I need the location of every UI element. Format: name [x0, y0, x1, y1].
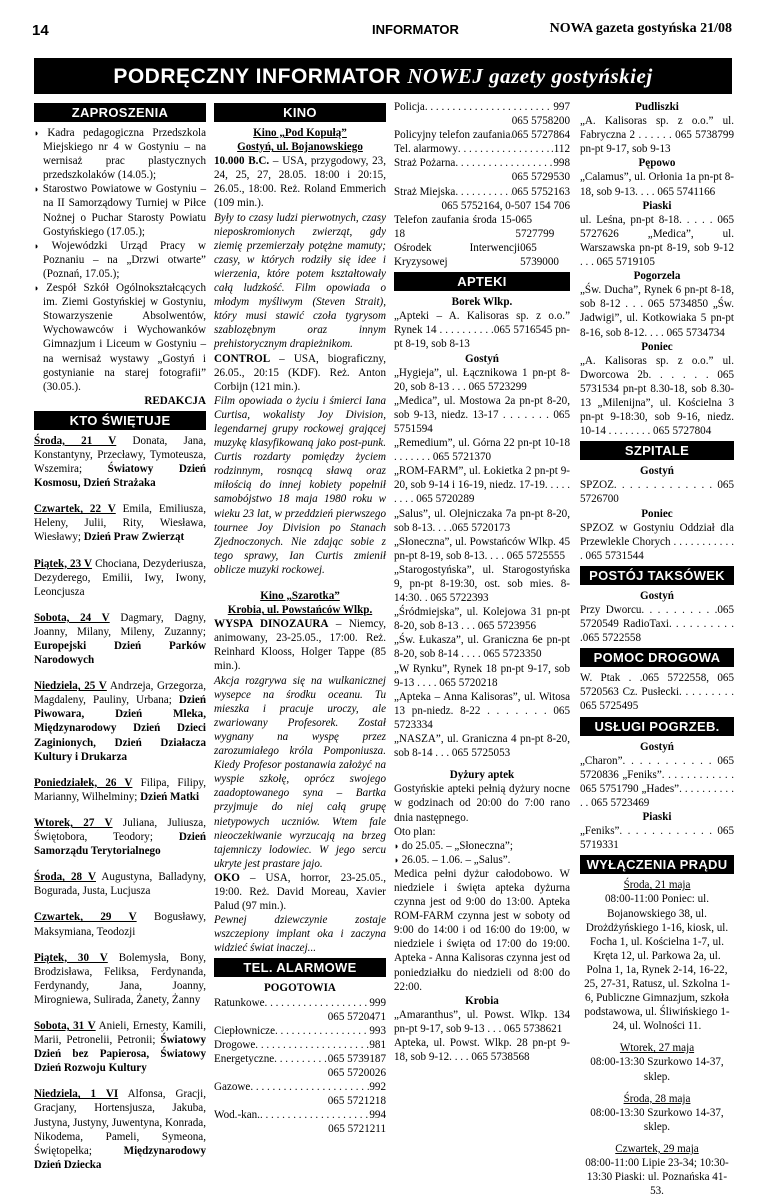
name-day-names: Filipa, Filipy, Marianny, Wilhelminy;: [34, 776, 206, 803]
outage-text: 08:00-13:30 Szurkowo 14-37, sklep.: [590, 1106, 724, 1133]
name-day-holiday: Dzień Samorządu Terytorialnego: [34, 831, 206, 858]
plan-item: ◗ 26.05. – 1.06. – „Salus”.: [394, 853, 570, 867]
pharmacy: „A. Kalisoras sp. z o.o.” ul. Fabryczna 2 . . . . . . 065 5738799 pn-pt 9-17, sob 9-13: [580, 115, 734, 156]
outage-date: Środa, 21 maja: [623, 879, 691, 892]
pharmacy: „ROM-FARM”, ul. Łokietka 2 pn-pt 9-20, sob 9-14 i 16-19, niedz. 17-19. . . . . . . . . 065 5720289: [394, 465, 570, 506]
pharmacy: „Św. Ducha”, Rynek 6 pn-pt 8-18, sob 8-12 . . . 065 5734850 „Św. Jadwigi”, ul. Kotkowiaka 5 pn-pt 8-16, sob 8-12. . . . 065 5734734: [580, 284, 734, 339]
dot-leader: [425, 100, 554, 114]
page-number: 14: [32, 22, 49, 39]
pharmacy: „Calamus”, ul. Orłonia 1a pn-pt 8-18, sob 9-13. . . . 065 5741166: [580, 171, 734, 198]
pharmacy: „Remedium”, ul. Górna 22 pn-pt 10-18 . . . . . . . 065 5721370: [394, 437, 570, 464]
dot-leader: [274, 1052, 328, 1066]
alarm-name: Wod.-kan.: [214, 1109, 260, 1122]
spacer: [580, 1084, 734, 1092]
pharmacy: „Salus”, ul. Olejniczaka 7a pn-pt 8-20, sob 8-13. . . .065 5720173: [394, 507, 570, 534]
hospital: SPZOZ. . . . . . . . . . . . . 065 5726700: [580, 479, 734, 506]
phone-name: Policyjny telefon zaufania: [394, 129, 511, 142]
name-day-names: Donata, Jana, Konstantyny, Przecławy, Tymoteusza, Wszemira;: [34, 434, 206, 476]
dot-leader: [458, 142, 551, 156]
name-day-holiday: Światowy Dzień bez Papierosa, Światowy Dzień Rozwoju Kultury: [34, 1034, 206, 1075]
pharmacy: „Śródmiejska”, ul. Kolejowa 31 pn-pt 8-20, sob 8-13 . . . 065 5723956: [394, 606, 570, 633]
phone-row: [394, 156, 570, 170]
name-day-names: Emila, Emiliusza, Heleny, Julii, Rity, Wiesława, Wiesławy;: [34, 503, 207, 544]
pharmacy: „Amaranthus”, ul. Powst. Wlkp. 134 pn-pt 9-17, sob 9-13 . . . 065 5738621: [394, 1008, 570, 1035]
name-day-holiday: Światowy Dzień Kosmosu, Dzień Strażaka: [34, 463, 207, 490]
alarm-number: 999: [369, 996, 386, 1009]
phone-number: 065 5739000: [520, 241, 559, 269]
invite-item: ◗ Wojewódzki Urząd Pracy w Poznaniu – na „Drzwi otwarte” (Poznań, 17.05.);: [34, 239, 206, 281]
pharmacy: ul. Leśna, pn-pt 8-18. . . . . 065 5727626 „Medica”, ul. Warszawska pn-pt 8-19, sob 9-12 . . . 065 5719105: [580, 213, 734, 269]
film-entry: 10.000 B.C. – USA, przygodowy, 23, 24, 25, 27, 28.05. 18:00 i 20:15, 26.05., 18:00. Reż. Roland Emmerich (109 min.).: [214, 155, 386, 210]
alarm-row: [214, 1108, 386, 1122]
invite-item: ◗ Zespół Szkół Ogólnokształcących im. Ziemi Gostyńskiej w Gostyniu, Stowarzyszenie Absolwentów, Wychowawców i Wychowanków Gimnazjum i Liceum w Gostyniu – na wernisaż wystawy „Gostyń i gostynianie na starej fotografii” (30.05.).: [34, 281, 206, 394]
pharmacy: „Hygieja”, ul. Łącznikowa 1 pn-pt 8-20, sob 8-13 . . . 065 5723299: [394, 366, 570, 393]
section-kto-swietuje: KTO ŚWIĘTUJE: [34, 411, 206, 430]
alarm-name: Ratunkowe: [214, 996, 265, 1009]
phone-number: .112: [550, 143, 570, 156]
outage-date: Wtorek, 27 maja: [619, 1042, 695, 1055]
name-day-entry: [34, 1087, 206, 1172]
name-day-entry: [34, 1019, 206, 1075]
outage-text: 08:00-11:00 Lipie 23-34; 10:30-13:30 Piaski: ul. Poznańska 41-53.: [585, 1157, 729, 1198]
name-day-date: Wtorek, 27 V: [34, 816, 113, 829]
spacer: [34, 939, 206, 951]
phone-number-2: 065 5752164, 0-507 154 706: [441, 199, 570, 212]
town: Gostyń: [640, 589, 674, 602]
pharmacy: „Św. Łukasza”, ul. Graniczna 6e pn-pt 8-20, sob 8-14 . . . . 065 5723350: [394, 634, 570, 661]
spacer: [34, 764, 206, 776]
phone-number-2: 065 5758200: [511, 115, 570, 128]
film-entry: WYSPA DINOZAURA – Niemcy, animowany, 23-25.05., 17:00. Reż. Reinhard Klooss, Holger Tappe (85 min.).: [214, 618, 386, 673]
alarm-row: [214, 996, 386, 1010]
name-day-names: Dagmary, Dagny, Joanny, Milany, Mileny, Zuzanny;: [34, 611, 206, 638]
name-day-date: Piątek, 23 V: [34, 557, 93, 570]
section-szpitale: SZPITALE: [580, 441, 734, 460]
spacer: [34, 545, 206, 557]
section-pomoc-drogowa: POMOC DROGOWA: [580, 648, 734, 667]
phone-number-2: 065 5729530: [511, 171, 570, 184]
pharmacy: „Słoneczna”, ul. Powstańców Wlkp. 45 pn-pt 8-19, sob 8-13. . . . 065 5725555: [394, 535, 570, 562]
alarm-number: 981: [369, 1038, 386, 1051]
phone-row: [394, 128, 570, 142]
name-day-names: Anieli, Ernesty, Kamili, Marii, Petronelii, Petronii;: [34, 1019, 206, 1047]
signature: REDAKCJA: [144, 394, 206, 407]
outage-date: Czwartek, 29 maja: [615, 1142, 699, 1155]
page-title: PODRĘCZNY INFORMATOR NOWEJ gazety gostyńskiej: [34, 58, 732, 94]
name-day-date: Niedziela, 1 VI: [34, 1088, 119, 1101]
outage-date: Środa, 28 maja: [623, 1092, 691, 1105]
name-day-date: Poniedziałek, 26 V: [34, 776, 133, 789]
name-day-entry: [34, 611, 206, 667]
name-day-date: Czwartek, 29 V: [34, 911, 137, 924]
taxi-list: Przy Dworcu. . . . . . . . . .065 5720549 RadioTaxi. . . . . . . . . . .065 5722558: [580, 604, 734, 645]
funeral-list: „Feniks”. . . . . . . . . . . . 065 5719331: [580, 825, 734, 852]
cinema-address: Gostyń, ul. Bojanowskiego: [237, 141, 363, 154]
dot-leader: [275, 1024, 369, 1038]
town: Gostyń: [465, 352, 499, 365]
section-uslugi-pogrzebowe: USŁUGI POGRZEB.: [580, 717, 734, 736]
alarm-name: Ciepłownicze: [214, 1024, 275, 1037]
dot-leader: [455, 156, 553, 170]
town: Gostyń: [640, 465, 674, 478]
phone-row: [394, 241, 570, 269]
alarm-name: Gazowe: [214, 1081, 251, 1094]
alarm-name: Energetyczne: [214, 1052, 275, 1065]
subheading: POGOTOWIA: [264, 982, 336, 995]
town: Piaski: [642, 811, 672, 824]
town: Pogorzela: [633, 270, 681, 283]
name-day-holiday: Europejski Dzień Parków Narodowych: [34, 640, 206, 667]
phone-row: [394, 185, 570, 199]
film-entry: CONTROL – USA, biograficzny, 26.05., 20:15 (KDF). Reż. Anton Corbijn (121 min.).: [214, 352, 386, 393]
section-zaproszenia: ZAPROSZENIA: [34, 103, 206, 122]
column-3: [394, 100, 570, 1064]
town: Borek Wlkp.: [451, 296, 513, 309]
column-1: [34, 100, 206, 1172]
phone-row: [394, 213, 570, 241]
cinema-address: Krobia, ul. Powstańców Wlkp.: [227, 604, 373, 617]
name-day-entry: [34, 679, 206, 764]
pharmacy: „Medica”, ul. Mostowa 2a pn-pt 8-20, sob 9-13, niedz. 13-17 . . . . . . . 065 5751594: [394, 394, 570, 435]
alarm-number: 992: [369, 1081, 386, 1094]
phone-name: Telefon zaufania środa 15-18: [394, 213, 516, 240]
phone-number: 065 5752163: [511, 185, 570, 198]
name-day-entry: [34, 434, 206, 490]
alarm-number-2: 065 5720026: [327, 1067, 386, 1079]
name-day-date: Środa, 21 V: [34, 434, 117, 447]
outage-list: [580, 878, 734, 1198]
spacer: [34, 667, 206, 679]
phone-name: Straż Pożarna: [394, 157, 456, 170]
name-day-date: Sobota, 24 V: [34, 611, 110, 624]
film-desc: Akcja rozgrywa się na wulkanicznej wysepce na środku oceanu. Tu mieszka i pracuje uroczy, ale zwariowany Profesorek. Został wygnany na wyspę przez zarozumiałego króla Pomponiusza. Kiedy Profesor postanawia założyć na wyspie szkołę, oprócz swojego zaadoptowanego syna – Bartka przyjmuje do niej całą grupę nietypowych uczniów. Wtem fale nieoczekiwanie wyrzucają na brzeg tajemniczy lodowiec. W jego sercu ukryte jest prastare jajo.: [214, 674, 386, 870]
name-day-names: Bolemysła, Bony, Brodzisława, Feliksa, Ferdynanda, Ferdynandy, Jana, Joanny, Mirogniewa, Sulirada, Żanety, Żanny: [34, 951, 206, 1006]
spacer: [580, 1134, 734, 1142]
alarm-row: [214, 1038, 386, 1052]
name-day-entry: [34, 870, 206, 898]
dot-leader: [255, 1038, 369, 1052]
name-day-holiday: Dzień Piwowara, Dzień Mleka, Międzynarodowy Dzień Dzieci Zaginionych, Dzień Działacza Kultury i Drukarza: [34, 694, 206, 763]
town: Gostyń: [640, 740, 674, 753]
phone-row: [394, 100, 570, 114]
phone-name: Straż Miejska: [394, 185, 456, 198]
name-day-names: Augustyna, Balladyny, Bogurada, Justa, Lucjusza: [34, 871, 206, 898]
pharmacy-list: [394, 366, 570, 761]
section-label: INFORMATOR: [372, 22, 459, 37]
town: Piaski: [642, 199, 672, 212]
spacer: [34, 898, 206, 910]
name-day-entry: [34, 910, 206, 938]
column-2: [214, 100, 386, 1136]
name-day-entry: [34, 502, 206, 544]
section-wylaczenia-pradu: WYŁĄCZENIA PRĄDU: [580, 855, 734, 874]
top-strip: [32, 20, 732, 42]
town: Krobia: [465, 994, 499, 1007]
name-day-holiday: Dzień Matki: [140, 790, 200, 803]
name-day-names: Bogusławy, Maksymiana, Teodozji: [34, 911, 206, 938]
phone-number: 997: [553, 101, 570, 113]
phones-list: [394, 100, 570, 269]
alarm-number-2: 065 5721218: [327, 1095, 386, 1108]
spacer: [580, 1033, 734, 1041]
pharmacy: „A. Kalisoras sp. z o.o.” ul. Dworcowa 2b. . . . . . 065 5731534 pn-pt 8.30-18, sob 8.30-13 „Milenijna”, ul. Kościelna 3 pn-pt 9-18:30, sob 9-16, niedz. 10-14 . . . . . . . . 065 5727804: [580, 354, 734, 438]
film-entry: OKO – USA, horror, 23-25.05., 19:00. Reż. David Moreau, Xavier Palud (97 min.).: [214, 871, 386, 913]
phone-number: 065 5727799: [515, 213, 555, 240]
name-day-date: Piątek, 30 V: [34, 951, 108, 964]
plan-label: Oto plan:: [394, 825, 436, 838]
pharmacy: „Apteki – A. Kalisoras sp. z o.o.” Rynek 14 . . . . . . . . . .065 5716545 pn-pt 8-19, sob 8-13: [394, 310, 570, 351]
phone-number: 065 5727864: [511, 129, 570, 142]
column-4: [580, 100, 734, 1198]
name-day-date: Niedziela, 25 V: [34, 680, 107, 693]
pharmacy: „Apteka – Anna Kalisoras”, ul. Witosa 13 pn-niedz. 8-22 . . . . . . . 065 5723334: [394, 690, 570, 731]
name-day-holiday: Międzynarodowy Dzień Dziecka: [34, 1144, 206, 1171]
section-taxi: POSTÓJ TAKSÓWEK: [580, 566, 734, 585]
roadside-list: W. Ptak . .065 5722558, 065 5720563 Cz. Pusłecki. . . . . . . . . 065 5725495: [580, 672, 734, 713]
name-day-date: Środa, 28 V: [34, 871, 96, 884]
name-day-holiday: Dzień Praw Zwierząt: [83, 531, 185, 544]
alarm-name: Drogowe: [214, 1038, 256, 1051]
section-apteki: APTEKI: [394, 272, 570, 291]
phone-name: Tel. alarmowy: [394, 143, 458, 156]
name-day-date: Czwartek, 22 V: [34, 503, 116, 516]
name-days-list: [34, 434, 206, 1172]
pharmacy: „NASZA”, ul. Graniczna 4 pn-pt 8-20, sob 8-14 . . . 065 5725053: [394, 733, 570, 760]
phone-name: Policja: [394, 101, 425, 113]
phone-name: Ośrodek Interwencji Kryzysowej: [394, 241, 521, 269]
town: Pudliszki: [635, 101, 679, 113]
name-day-entry: [34, 557, 206, 599]
film-desc: Były to czasy ludzi pierwotnych, czasy nieposkromionych zwierząt, gdy ziemię przemierzały potężne mamuty; czasy, w których rodziły się idee i wierzenia, które potem kształtowały całą ludzkość. Film opowiada o młodym myśliwym (Steven Strait), który musi stawić czoła tygrysom szablozębnym oraz innym prehistorycznym drapieżnikom.: [214, 211, 386, 351]
hospital: SPZOZ w Gostyniu Oddział dla Przewlekle Chorych . . . . . . . . . . . . 065 5731544: [580, 521, 734, 562]
section-kino: KINO: [214, 103, 386, 122]
plan-item: ◗ do 25.05. – „Słoneczna”;: [394, 839, 570, 853]
duty-text: Gostyńskie apteki pełnią dyżury nocne w godzinach od 20:00 do 7:00 rano dnia następnego.: [394, 783, 570, 824]
name-day-date: Sobota, 31 V: [34, 1019, 96, 1032]
cinema-name: Kino „Szarotka”: [260, 590, 340, 602]
subheading: Dyżury aptek: [449, 769, 515, 782]
spacer: [34, 804, 206, 816]
alarm-row: [214, 1052, 386, 1066]
name-day-names: Andrzeja, Grzegorza, Magdaleny, Pauliny, Urbana;: [34, 680, 206, 707]
spacer: [34, 599, 206, 611]
alarm-number: 993: [369, 1024, 386, 1037]
town: Pępowo: [638, 157, 676, 170]
invite-item: ◗ Starostwo Powiatowe w Gostyniu – na II Samorządowy Turniej w Piłce Nożnej o Puchar Starosty Powiatu Gostyńskiego (17.05.);: [34, 182, 206, 238]
film-desc: Pewnej dziewczynie zostaje wszczepiony implant oka i zaczyna widzieć świat inaczej...: [214, 914, 386, 955]
outage-text: 08:00-11:00 Poniec: ul. Bojanowskiego 38, ul. Drożdżyńskiego 1-16, kiosk, ul. Focha 1, ul. Kościelna 1-7, ul. Kręta 12, ul. Parkowa 2a, ul. Polna 1, 1a, Rynek 2-14, 16-22, 25, 27-31, Ratusz, ul. Szkolna 1-6, Publiczne Gimnazjum, szkoła podstawowa, ul. Śliwińskiego 1-24, ul. Wolności 11.: [584, 893, 730, 1033]
dot-leader: [265, 996, 370, 1010]
alarm-number-2: 065 5720471: [327, 1010, 386, 1023]
brand-line: NOWA gazeta gostyńska 21/08: [549, 21, 732, 36]
spacer: [34, 1075, 206, 1087]
section-tel-alarmowe: TEL. ALARMOWE: [214, 958, 386, 977]
cinema-name: Kino „Pod Kopułą”: [253, 127, 347, 139]
dot-leader: [250, 1080, 369, 1094]
alarm-row: [214, 1024, 386, 1038]
dot-leader: [260, 1108, 369, 1122]
name-day-names: Alfonsa, Gracji, Gracjany, Hortensjusza, Jakuba, Justyna, Justyny, Juwentyna, Konrada, Nikodema, Pameli, Symeona, Świętopełka;: [34, 1088, 206, 1157]
spacer: [34, 1007, 206, 1019]
outage-text: 08:00-13:30 Szurkowo 14-37, sklep.: [590, 1056, 724, 1083]
alarm-number-2: 065 5721211: [328, 1123, 386, 1136]
phone-row: [394, 142, 570, 156]
name-day-names: Chociana, Dezyderiusza, Dezyderego, Emilii, Iwy, Iwony, Leoncjusza: [34, 557, 206, 598]
alarm-row: [214, 1080, 386, 1094]
invite-item: ◗ Kadra pedagogiczna Przedszkola Miejskiego nr 4 w Gostyniu – na wernisaż prac plastycznych przedszkolaków (14.05.);: [34, 126, 206, 182]
name-day-entry: [34, 816, 206, 858]
pharmacy: „Starogostyńska”, ul. Starogostyńska 9, pn-pt 8-19:30, ost. sob mies. 8-14:30. . 065 5722393: [394, 563, 570, 605]
alarm-number: 994: [369, 1109, 386, 1122]
town: Poniec: [641, 340, 673, 353]
alarm-number: 065 5739187: [327, 1052, 386, 1065]
spacer: [34, 858, 206, 870]
name-day-names: Juliana, Juliusza, Świętobora, Teodory;: [34, 816, 206, 844]
town: Poniec: [641, 507, 673, 520]
phone-number: 998: [553, 157, 570, 170]
name-day-entry: [34, 951, 206, 1007]
name-day-entry: [34, 776, 206, 804]
spacer: [34, 490, 206, 502]
duty-text: Medica pełni dyżur całodobowo. W niedziele i święta apteka dyżurna czynna jest od 9:00 do 13:00. Apteka ROM-FARM czynna jest w soboty od 9:00 do 14:00 i od 16:00 do 19:00, w niedziele i święta od 17:00 do 19:00. Apteka - Anna Kalisoras czynna jest od poniedziałku do niedzieli od 8:00 do 22:00.: [394, 867, 570, 993]
pharmacy: Apteka, ul. Powst. Wlkp. 28 pn-pt 9-18, sob 9-12. . . . 065 5738568: [394, 1037, 570, 1064]
funeral-list: „Charon”. . . . . . . . . . . 065 5720836 „Feniks”. . . . . . . . . . . . 065 5751790 „Hades”. . . . . . . . . . . . 065 5723469: [580, 754, 734, 809]
pharmacy: „W Rynku”, Rynek 18 pn-pt 9-17, sob 9-13 . . . . 065 5720218: [394, 662, 570, 689]
alarm-list: [214, 996, 386, 1137]
film-desc: Film opowiada o życiu i śmierci Iana Curtisa, wokalisty Joy Division, legendarnej grupy rockowej grającej muzykę klasyfikowaną jako post-punk. Curtis rozdarty pomiędzy życiem rodzinnym, rosnącą sławą oraz miłością do innej kobiety popełnił samobójstwo 18 maja 1980 roku w wieku 23 lat, w przeddzień pierwszego tournee Joy Division po Stanach Zjednoczonych. Nie zdając sobie z tego sprawy, Ian Curtis zmienił oblicze muzyki rockowej.: [214, 394, 386, 576]
dot-leader: [455, 185, 511, 199]
